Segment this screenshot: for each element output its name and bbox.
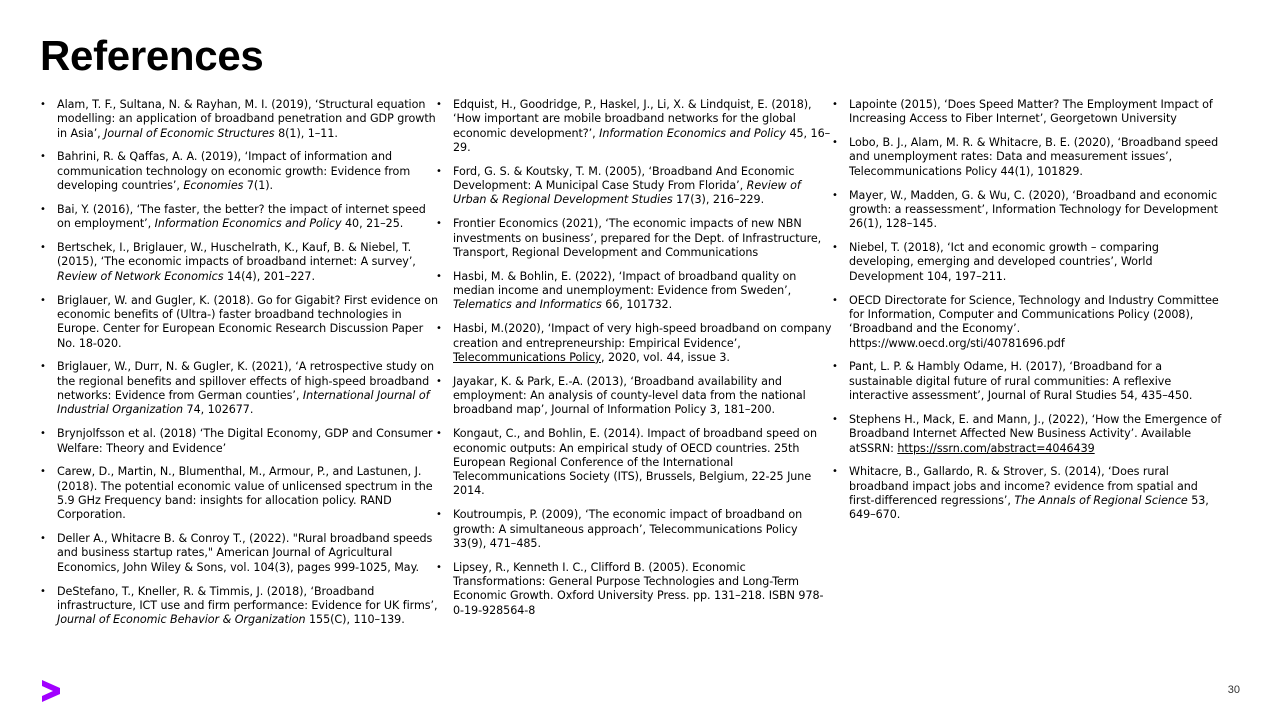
reference-text: Bai, Y. (2016), ‘The faster, the better? the impact of internet speed on employment’, xyxy=(57,202,426,231)
reference-text: 17(3), 216–229. xyxy=(672,193,765,207)
reference-item xyxy=(436,427,834,498)
reference-item xyxy=(832,98,1224,127)
page-number: 30 xyxy=(1227,684,1240,696)
reference-item xyxy=(40,98,438,141)
reference-text: Hasbi, M. & Bohlin, E. (2022), ‘Impact of broadband quality on median income and unemployment: Evidence from Sweden’, xyxy=(453,269,797,298)
reference-text: 74, 102677. xyxy=(183,403,254,417)
page-title: References xyxy=(40,32,264,79)
reference-item xyxy=(832,413,1224,456)
reference-text: Niebel, T. (2018), ‘Ict and economic growth – comparing developing, emerging and developed countries’, World Development 104, 197–211. xyxy=(849,241,1159,283)
accenture-logo-icon xyxy=(40,680,60,702)
reference-text: Bahrini, R. & Qaffas, A. A. (2019), ‘Impact of information and communication technology on economic growth: Evidence from developing countries’, xyxy=(57,150,411,193)
reference-text: Frontier Economics (2021), ‘The economic impacts of new NBN investments on business’, prepared for the Dept. of Infrastructure, Transport, Regional Development and Communications xyxy=(453,217,822,259)
reference-text: Koutroumpis, P. (2009), ‘The economic impact of broadband on growth: A simultaneous approach’, Telecommunications Policy 33(9), 471–485. xyxy=(453,508,803,550)
reference-text: Ford, G. S. & Koutsky, T. M. (2005), ‘Broadband And Economic Development: A Municipal Case Study From Florida’, xyxy=(453,164,795,193)
reference-item xyxy=(436,561,834,618)
reference-item xyxy=(832,360,1224,403)
reference-text: Pant, L. P. & Hambly Odame, H. (2017), ‘Broadband for a sustainable digital future of rural communities: A reflexive interactive assessment’, Journal of Rural Studies 54, 435–450. xyxy=(849,360,1193,403)
reference-text: Lapointe (2015), ‘Does Speed Matter? The Employment Impact of Increasing Access to Fiber Internet’, Georgetown University xyxy=(849,98,1213,126)
references-column-1 xyxy=(40,98,438,637)
reference-item xyxy=(832,465,1224,522)
reference-text: 7(1). xyxy=(243,179,274,193)
reference-text: , 2020, vol. 44, issue 3. xyxy=(601,350,730,364)
reference-text: 45, 16–29. xyxy=(453,126,831,154)
journal-title: Review of Network Economics xyxy=(57,269,224,283)
reference-item xyxy=(436,322,834,365)
reference-text: DeStefano, T., Kneller, R. & Timmis, J. (2018), ‘Broadband infrastructure, ICT use and firm performance: Evidence for UK firms’, xyxy=(57,584,438,612)
reference-item xyxy=(436,165,834,208)
reference-text: Bertschek, I., Briglauer, W., Huschelrath, K., Kauf, B. & Niebel, T. (2015), ‘The economic impacts of broadband internet: A survey’, xyxy=(57,241,416,269)
journal-title: Information Economics and Policy xyxy=(599,126,786,140)
reference-text: Stephens H., Mack, E. and Mann, J., (2022), ‘How the Emergence of Broadband Internet Affected New Business Activity’. Available atSSRN: xyxy=(849,412,1222,455)
reference-text: 66, 101732. xyxy=(601,298,673,312)
reference-text: 14(4), 201–227. xyxy=(223,269,315,283)
reference-text: Briglauer, W. and Gugler, K. (2018). Go for Gigabit? First evidence on economic benefits of (Ultra-) faster broadband technologies in Europe. Center for European Economic Research Discussion Paper No. 18-020. xyxy=(57,293,438,350)
reference-text: Lipsey, R., Kenneth I. C., Clifford B. (2005). Economic Transformations: General Purpose Technologies and Long-Term Economic Growth. Oxford University Press. pp. 131–218. ISBN 978-0-19-928564-8 xyxy=(453,560,824,617)
reference-item xyxy=(832,189,1224,232)
reference-item xyxy=(40,360,438,417)
reference-item xyxy=(40,465,438,522)
reference-item xyxy=(40,150,438,193)
journal-title: Journal of Economic Behavior & Organization xyxy=(57,613,306,627)
reference-text: Mayer, W., Madden, G. & Wu, C. (2020), ‘Broadband and economic growth: a reassessment’, Information Technology for Development 26(1), 128–145. xyxy=(849,188,1218,231)
reference-item xyxy=(40,294,438,351)
reference-item xyxy=(40,427,438,456)
journal-title: The Annals of Regional Science xyxy=(1014,493,1188,507)
references-column-3 xyxy=(832,98,1224,532)
journal-title: Economies xyxy=(183,179,244,193)
reference-text: Alam, T. F., Sultana, N. & Rayhan, M. I. (2019), ‘Structural equation modelling: an application of broadband penetration and GDP growth in Asia’, xyxy=(57,98,436,140)
reference-link[interactable]: Telecommunications Policy xyxy=(453,350,602,364)
journal-title: Journal of Economic Structures xyxy=(104,126,275,140)
reference-item xyxy=(40,532,438,575)
references-column-2 xyxy=(436,98,834,628)
reference-text: Lobo, B. J., Alam, M. R. & Whitacre, B. E. (2020), ‘Broadband speed and unemployment rates: Data and measurement issues’, Telecommunications Policy 44(1), 101829. xyxy=(849,136,1219,178)
reference-item xyxy=(40,241,438,284)
journal-title: Telematics and Informatics xyxy=(453,298,602,312)
reference-text: 53, 649–670. xyxy=(849,493,1209,522)
reference-text: 8(1), 1–11. xyxy=(274,126,338,140)
reference-text: Deller A., Whitacre B. & Conroy T., (2022). "Rural broadband speeds and business startup rates," American Journal of Agricultural Economics, John Wiley & Sons, vol. 104(3), pages 999-1025, May. xyxy=(57,532,433,574)
reference-link[interactable]: https://ssrn.com/abstract=4046439 xyxy=(897,441,1095,455)
journal-title: Information Economics and Policy xyxy=(154,217,342,231)
reference-item xyxy=(436,98,834,155)
reference-text: OECD Directorate for Science, Technology and Industry Committee for Information, Computer and Communications Policy (2008), ‘Broadband and the Economy’. https://www.oecd.org/sti/40781696.pdf xyxy=(849,293,1219,350)
reference-text: Brynjolfsson et al. (2018) ‘The Digital Economy, GDP and Consumer Welfare: Theory and Evidence’ xyxy=(57,427,433,455)
reference-text: Briglauer, W., Durr, N. & Gugler, K. (2021), ‘A retrospective study on the regional benefits and spillover effects of high-speed broadband networks: Evidence from German counties’, xyxy=(57,360,435,403)
reference-text: Edquist, H., Goodridge, P., Haskel, J., Li, X. & Lindquist, E. (2018), ‘How important are mobile broadband networks for the global economic development?’, xyxy=(453,98,812,140)
reference-item xyxy=(832,294,1224,351)
reference-text: 155(C), 110–139. xyxy=(305,613,405,627)
reference-item xyxy=(436,375,834,418)
journal-title: International Journal of Industrial Organization xyxy=(57,389,430,417)
reference-text: Jayakar, K. & Park, E.-A. (2013), ‘Broadband availability and employment: An analysis of county-level data from the national broadband map’, Journal of Information Policy 3, 181–200. xyxy=(453,374,806,417)
reference-item xyxy=(436,270,834,313)
reference-item xyxy=(436,217,834,260)
journal-title: Review of Urban & Regional Development Studies xyxy=(453,179,801,207)
reference-text: Hasbi, M.(2020), ‘Impact of very high-speed broadband on company creation and entrepreneurship: Empirical Evidence’, xyxy=(453,322,832,350)
reference-item xyxy=(436,508,834,551)
reference-text: 40, 21–25. xyxy=(341,217,404,231)
reference-item xyxy=(832,241,1224,284)
reference-item xyxy=(40,203,438,232)
reference-item xyxy=(40,585,438,628)
reference-text: Whitacre, B., Gallardo, R. & Strover, S. (2014), ‘Does rural broadband impact jobs and income? evidence from spatial and first-differenced regressions’, xyxy=(849,465,1198,507)
reference-item xyxy=(832,136,1224,179)
reference-text: Carew, D., Martin, N., Blumenthal, M., Armour, P., and Lastunen, J. (2018). The potential economic value of unlicensed spectrum in the 5.9 GHz Frequency band: insights for allocation policy. RAND Corporation. xyxy=(57,465,433,522)
reference-text: Kongaut, C., and Bohlin, E. (2014). Impact of broadband speed on economic outputs: An empirical study of OECD countries. 25th European Regional Conference of the International Telecommunications Society (ITS), Brussels, Belgium, 22-25 June 2014. xyxy=(453,427,817,498)
